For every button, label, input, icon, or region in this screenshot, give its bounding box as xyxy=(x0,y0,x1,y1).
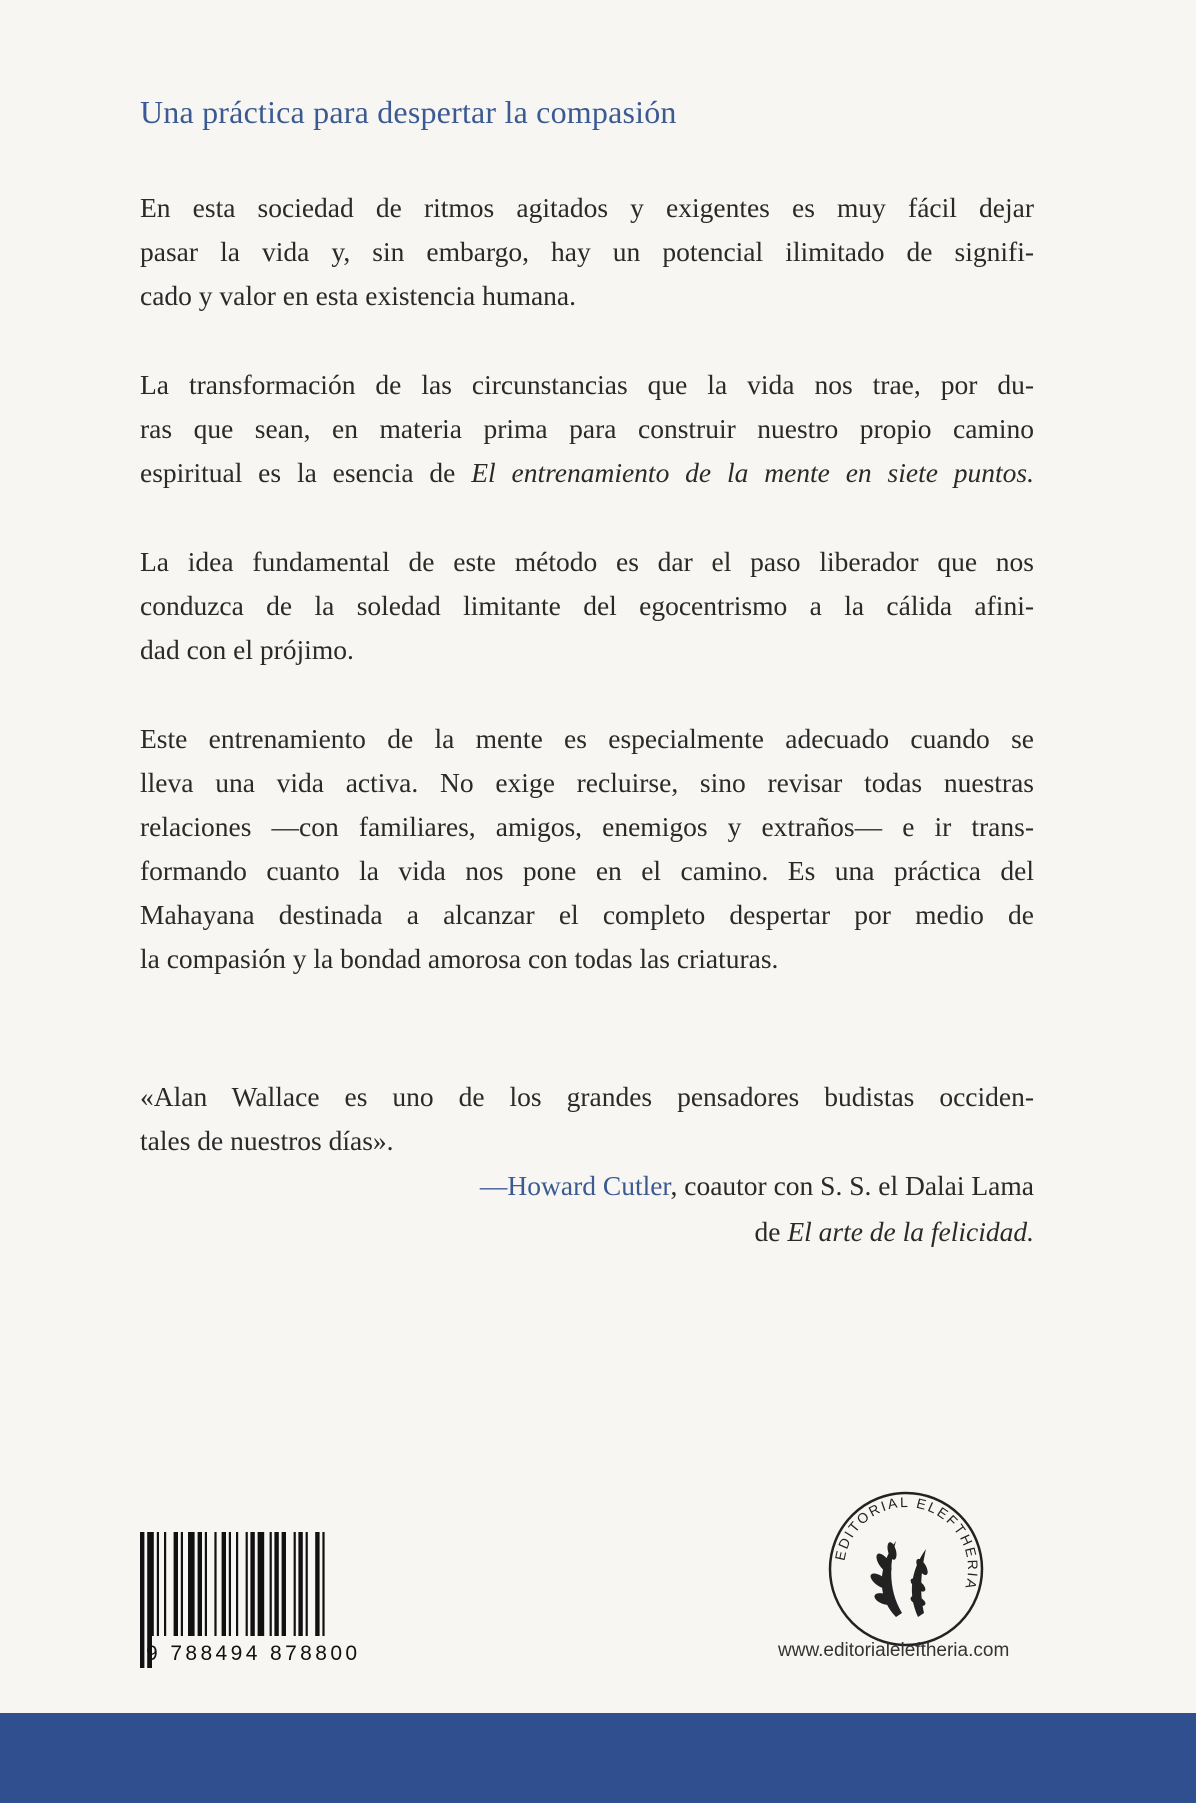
paragraph-line: conduzca de la soledad limitante del egocentrismo a la cálida afini- xyxy=(140,590,1034,621)
barcode-bar xyxy=(258,1532,265,1636)
paragraph-text: espiritual es la esencia de xyxy=(140,457,472,488)
bottom-color-band xyxy=(0,1713,1196,1803)
paragraph-line: lleva una vida activa. No exige recluirse, sino revisar todas nuestras xyxy=(140,767,1034,798)
paragraph-line: Mahayana destinada a alcanzar el completo despertar por medio de xyxy=(140,899,1034,930)
attribution-role: , coautor con S. S. el Dalai Lama xyxy=(670,1170,1034,1201)
laurel-icon xyxy=(868,1541,930,1617)
paragraph-line: Este entrenamiento de la mente es especialmente adecuado cuando se xyxy=(140,723,1034,754)
attribution-line-1 xyxy=(480,1163,1034,1209)
barcode-bar xyxy=(140,1532,144,1668)
paragraph-2 xyxy=(140,363,1034,495)
barcode-bar xyxy=(174,1532,178,1636)
attribution-de: de xyxy=(754,1216,788,1247)
barcode-bar xyxy=(246,1532,248,1636)
attribution-author: —Howard Cutler xyxy=(479,1170,671,1201)
paragraph-line: La transformación de las circunstancias que la vida nos trae, por du- xyxy=(140,369,1034,400)
barcode-digits: 9 788494 878800 xyxy=(146,1642,361,1665)
attribution-book: El arte de la felicidad. xyxy=(787,1216,1034,1247)
publisher-logo xyxy=(826,1489,986,1649)
barcode-bar xyxy=(298,1532,302,1636)
paragraph-3 xyxy=(140,540,1034,672)
barcode-bar xyxy=(250,1532,254,1636)
paragraph-4 xyxy=(140,717,1034,981)
barcode-bar xyxy=(214,1532,216,1636)
paragraph-line: pasar la vida y, sin embargo, hay un potencial ilimitado de signifi- xyxy=(140,236,1034,267)
attribution-line-2 xyxy=(480,1209,1034,1255)
heading: Una práctica para despertar la compasión xyxy=(140,94,677,130)
barcode-bar xyxy=(222,1532,226,1636)
book-title-italic: El entrenamiento de la mente en siete puntos. xyxy=(471,457,1034,488)
paragraph-line: dad con el prójimo. xyxy=(140,634,354,665)
barcode-bar xyxy=(157,1532,159,1636)
barcode-bar xyxy=(294,1532,296,1636)
paragraph-line xyxy=(140,451,1034,495)
blurb-quote xyxy=(140,1075,1034,1163)
paragraph-line: relaciones —con familiares, amigos, enemigos y extraños— e ir trans- xyxy=(140,811,1034,842)
barcode-bar xyxy=(198,1532,202,1636)
barcode-bar xyxy=(315,1532,319,1636)
barcode-bar xyxy=(306,1532,308,1636)
paragraph-line: cado y valor en esta existencia humana. xyxy=(140,280,576,311)
paragraph-line: La idea fundamental de este método es dar el paso liberador que nos xyxy=(140,546,1034,577)
barcode-bar xyxy=(282,1532,286,1636)
paragraph-line: la compasión y la bondad amorosa con todas las criaturas. xyxy=(140,943,779,974)
barcode-bar xyxy=(274,1532,278,1636)
barcode-bar xyxy=(270,1532,272,1636)
publisher-url[interactable]: www.editorialeleftheria.com xyxy=(778,1640,1010,1661)
paragraph-1 xyxy=(140,186,1034,318)
paragraph-line: formando cuanto la vida nos pone en el camino. Es una práctica del xyxy=(140,855,1034,886)
barcode-bar xyxy=(164,1532,166,1636)
paragraph-line: ras que sean, en materia prima para construir nuestro propio camino xyxy=(140,413,1034,444)
barcode-bar xyxy=(188,1532,195,1636)
logo-text: EDITORIAL ELEFTHERIA xyxy=(831,1493,982,1593)
svg-text:EDITORIAL ELEFTHERIA xyxy=(832,1494,982,1593)
barcode-bar xyxy=(236,1532,238,1636)
paragraph-line: En esta sociedad de ritmos agitados y exigentes es muy fácil dejar xyxy=(140,192,1034,223)
barcode-bar xyxy=(205,1532,207,1636)
quote-attribution xyxy=(480,1163,1034,1255)
quote-line: tales de nuestros días». xyxy=(140,1125,394,1156)
barcode-bar xyxy=(181,1532,183,1636)
quote-line: «Alan Wallace es uno de los grandes pensadores budistas occiden- xyxy=(140,1081,1034,1112)
barcode-bar xyxy=(229,1532,231,1636)
